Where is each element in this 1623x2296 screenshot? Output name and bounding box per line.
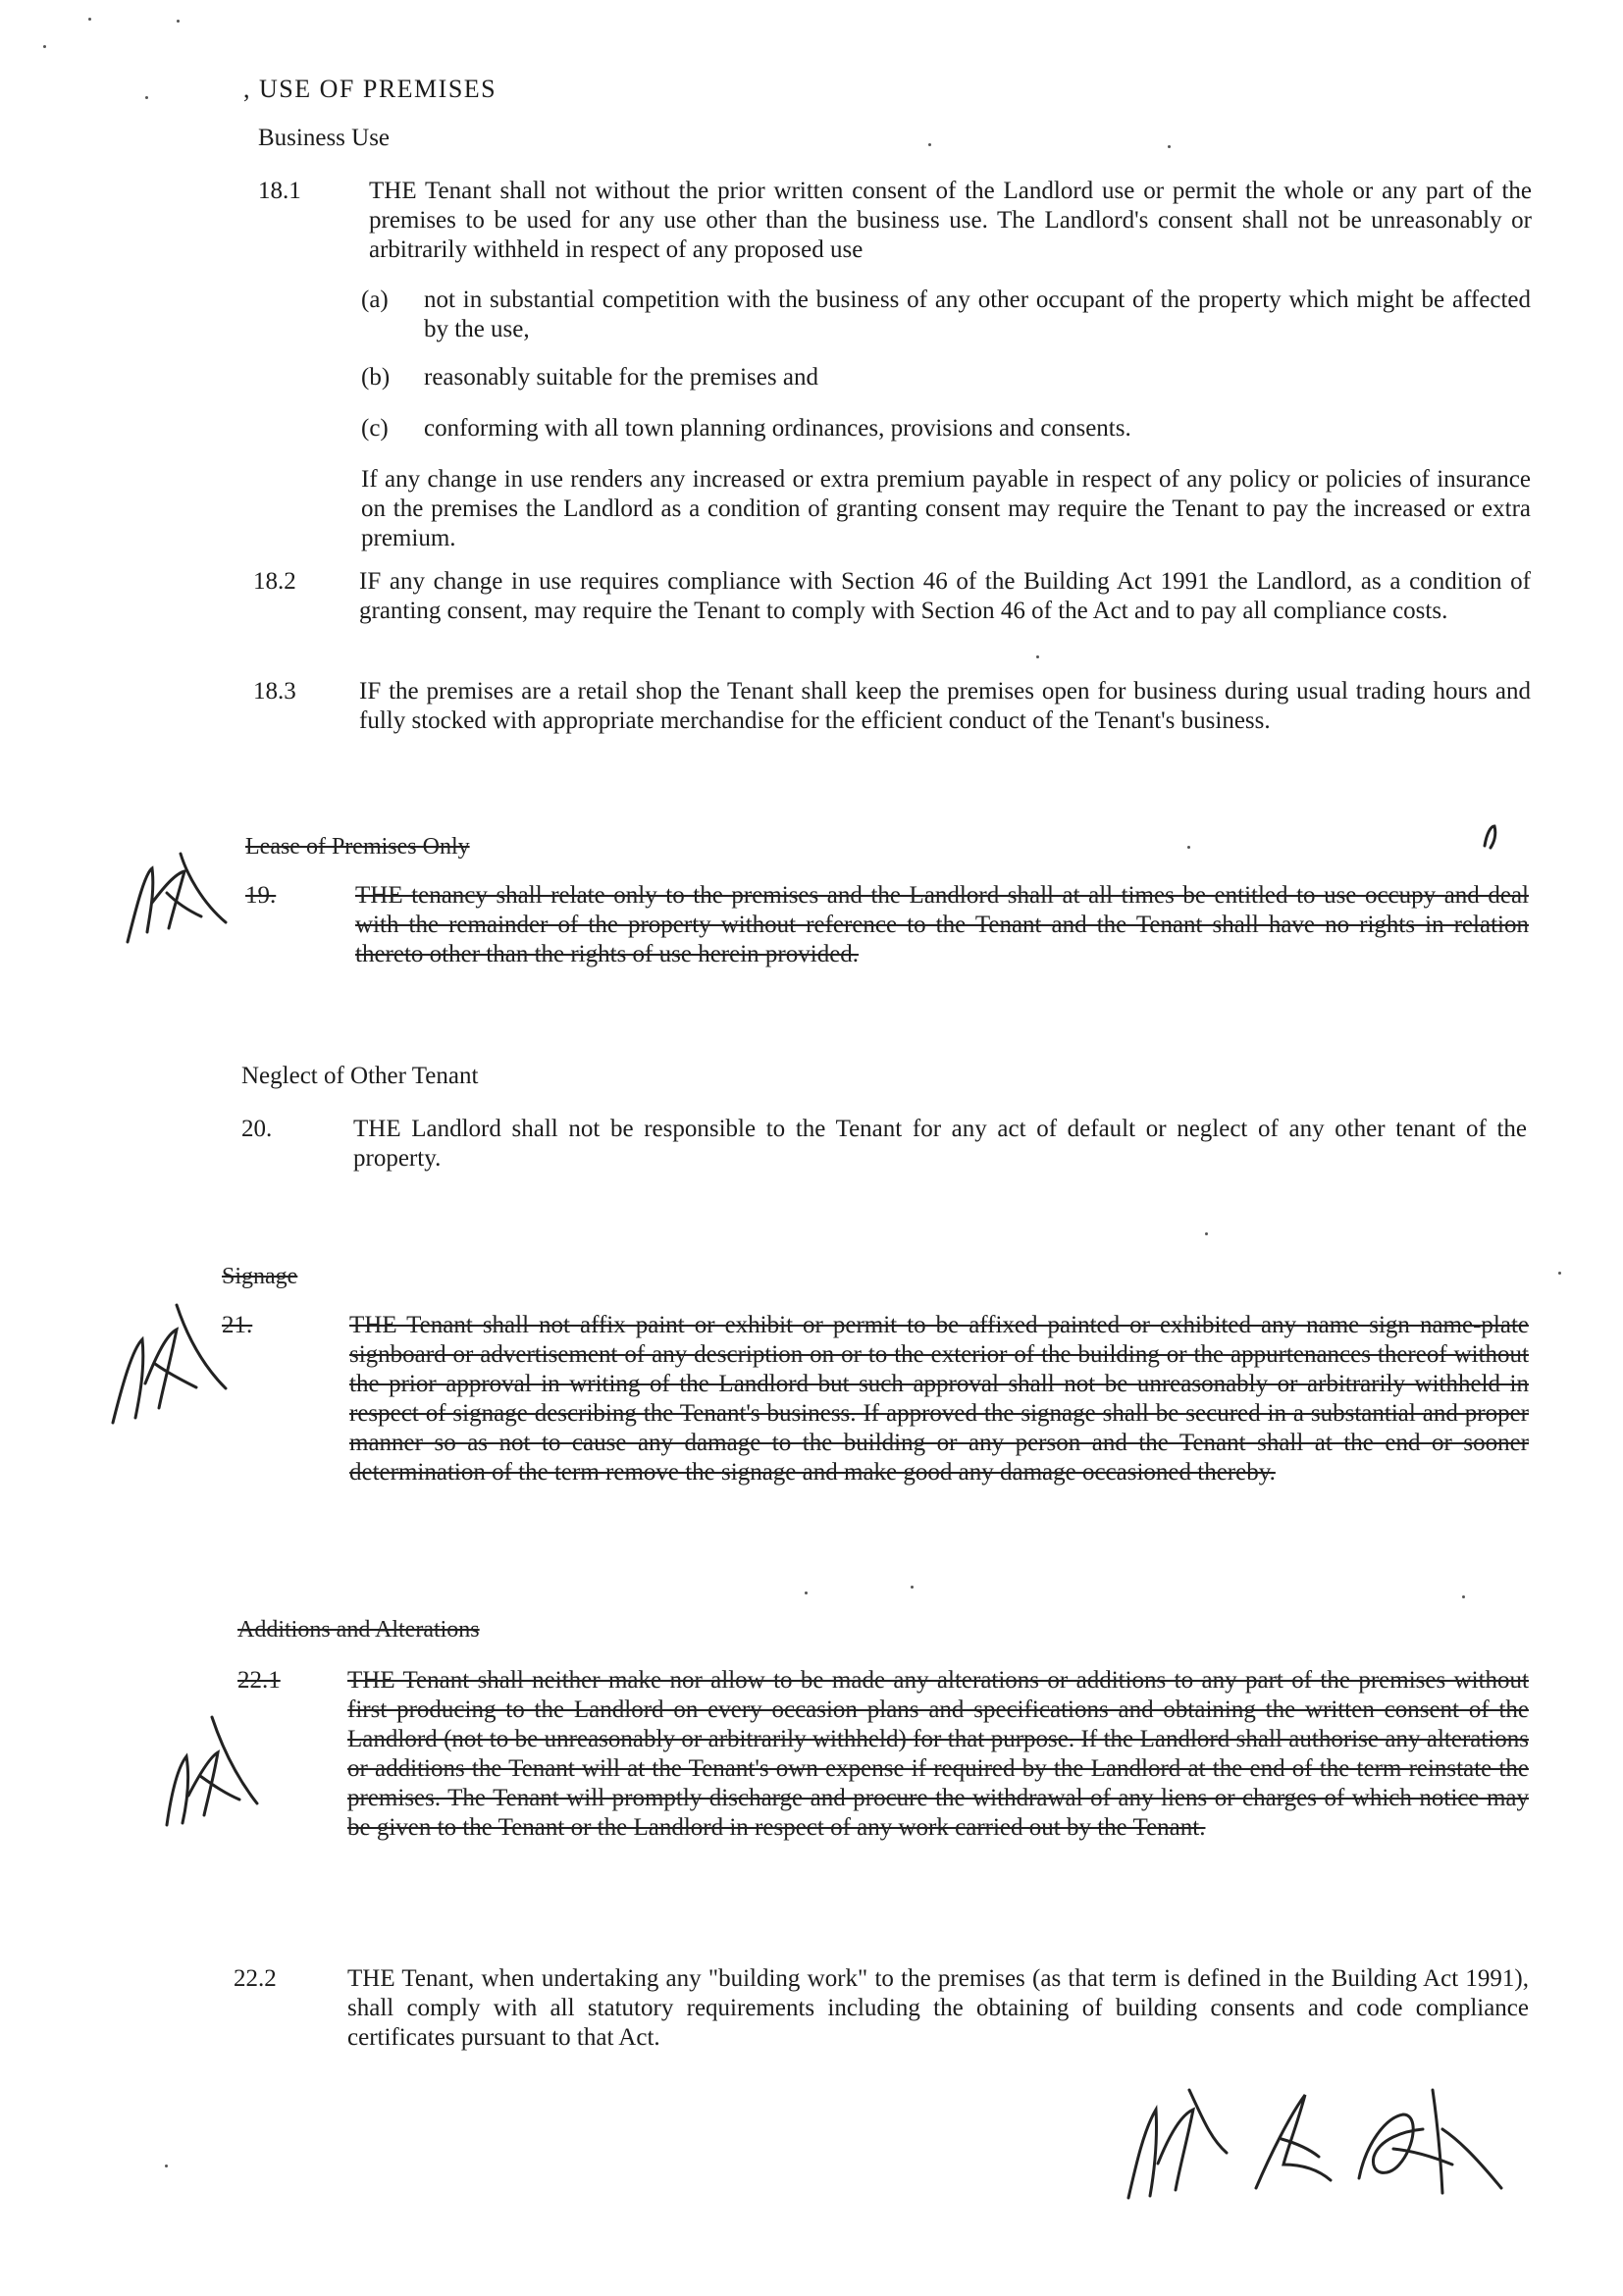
- margin-mark: [1477, 816, 1516, 856]
- clause-22-1-text: THE Tenant shall neither make nor allow to be made any alterations or additions to any part of the premises without first producing to the Landlord on every occasion plans and specifications and obtaining the written consent of the Landlord (not to be unreasonably or arbitrarily withheld) for that purpose. If the Landlord shall authorise any alterations or additions the Tenant will at the Tenant's own expense if required by the Landlord at the end of the term reinstate the premises. The Tenant will promptly discharge and procure the withdrawal of any liens or charges of which notice may be given to the Tenant or the Landlord in respect of any work carried out by the Tenant.: [347, 1667, 1529, 1841]
- clause-21-number: 21.: [222, 1312, 253, 1338]
- scan-speck: [928, 143, 931, 146]
- business-use-heading: Business Use: [258, 125, 391, 151]
- neglect-heading: Neglect of Other Tenant: [241, 1063, 479, 1089]
- scan-speck: [1036, 655, 1039, 658]
- clause-21-text: THE Tenant shall not affix paint or exhibit or permit to be affixed painted or exhibited any name sign name-plate signboard or advertisement of any description on or to the exterior of the building or the appurtenances thereof without the prior approval in writing of the Landlord but such approval shall not be unreasonably or arbitrarily withheld in respect of signage describing the Tenant's business. If approved the signage shall be secured in a substantial and proper manner so as not to cause any damage to the building or any person and the Tenant shall at the end or sooner determination of the term remove the signage and make good any damage occasioned thereby.: [349, 1312, 1529, 1486]
- clause-18-1-text: THE Tenant shall not without the prior written consent of the Landlord use or permit the whole or any part of the premises to be used for any use other than the business use. The Landlord's consent shall not be unreasonably or arbitrarily withheld in respect of any proposed use: [369, 178, 1532, 263]
- clause-20-text: THE Landlord shall not be responsible to the Tenant for any act of default or neglect of any other tenant of the property.: [353, 1116, 1527, 1172]
- clause-18-1-item-c-label: (c): [361, 415, 389, 442]
- scan-speck: [1168, 145, 1171, 148]
- scan-speck: [1558, 1272, 1561, 1275]
- clause-22-2-text: THE Tenant, when undertaking any "building work" to the premises (as that term is defined in the Building Act 1991), shall comply with all statutory requirements including the obtaining of building consents and code compliance certificates pursuant to that Act.: [347, 1965, 1529, 2051]
- lease-only-heading: Lease of Premises Only: [245, 834, 470, 860]
- alterations-heading: Additions and Alterations: [237, 1617, 480, 1643]
- clause-22-1-number: 22.1: [237, 1667, 281, 1694]
- clause-18-2-text: IF any change in use requires compliance with Section 46 of the Building Act 1991 the Landlord, as a condition of granting consent, may require the Tenant to comply with Section 46 of the Act and to pay all compliance costs.: [359, 568, 1531, 624]
- clause-18-1-item-b-text: reasonably suitable for the premises and: [424, 364, 818, 391]
- initials-mark-clause-21: [98, 1295, 236, 1442]
- signatures-footer: [1109, 2070, 1521, 2218]
- clause-18-3-number: 18.3: [253, 678, 296, 704]
- clause-22-2-number: 22.2: [234, 1965, 277, 1992]
- scan-speck: [805, 1592, 808, 1594]
- clause-18-1-number: 18.1: [258, 178, 301, 204]
- scan-speck: [1205, 1232, 1208, 1235]
- scan-speck: [165, 2165, 168, 2167]
- clause-18-2-number: 18.2: [253, 568, 296, 595]
- clause-18-3-text: IF the premises are a retail shop the Tenant shall keep the premises open for business during usual trading hours and fully stocked with appropriate merchandise for the efficient conduct of the Tenant's business.: [359, 678, 1531, 734]
- initials-mark-clause-19: [108, 834, 236, 962]
- scan-speck: [177, 20, 180, 23]
- clause-18-1-tail-text: If any change in use renders any increased or extra premium payable in respect of any policy or policies of insurance on the premises the Landlord as a condition of granting consent may require the Tenant to pay the increased or extra premium.: [361, 466, 1531, 551]
- scan-speck: [1462, 1595, 1465, 1598]
- scan-speck: [911, 1586, 914, 1589]
- clause-18-1-item-b-label: (b): [361, 364, 391, 391]
- scan-speck: [1187, 846, 1190, 849]
- clause-19-number: 19.: [245, 882, 277, 909]
- initials-mark-clause-22: [147, 1688, 265, 1845]
- clause-18-1-item-c-text: conforming with all town planning ordinances, provisions and consents.: [424, 415, 1131, 442]
- clause-20-number: 20.: [241, 1116, 273, 1142]
- clause-19-text: THE tenancy shall relate only to the premises and the Landlord shall at all times be entitled to use occupy and deal with the remainder of the property without reference to the Tenant and the Tenant shall have no rights in relation thereto other than the rights of use herein provided.: [355, 882, 1529, 967]
- clause-18-1-item-a-label: (a): [361, 287, 389, 313]
- scan-speck: [145, 96, 148, 99]
- scan-speck: [88, 18, 91, 21]
- scan-speck: [43, 45, 46, 48]
- section-title: , USE OF PREMISES: [243, 75, 497, 103]
- signage-heading: Signage: [222, 1264, 298, 1289]
- clause-18-1-item-a-text: not in substantial competition with the business of any other occupant of the property which might be affected by the use,: [424, 287, 1531, 342]
